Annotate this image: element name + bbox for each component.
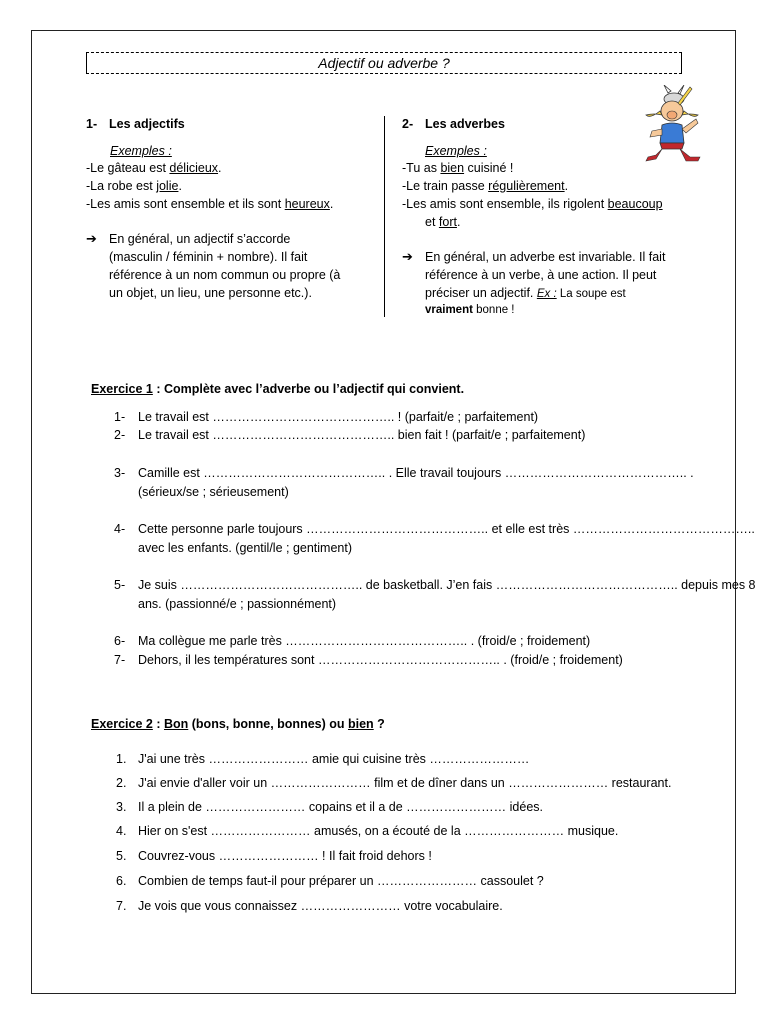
- left-rule-line-1: En général, un adjectif s’accorde: [109, 232, 291, 246]
- gaul-warrior-illustration: [638, 85, 702, 165]
- left-rule-line-3: référence à un nom commun ou propre (à: [109, 268, 341, 282]
- right-rule-4-text: bonne !: [472, 304, 515, 316]
- left-example-3: [86, 196, 333, 212]
- exercise-2-item-number: 2.: [116, 776, 127, 790]
- right-example-2-punct: .: [564, 179, 569, 193]
- right-example-3-word: beaucoup: [607, 197, 663, 211]
- right-section-number: 2-: [402, 117, 414, 131]
- right-rule-3-ex-label: Ex :: [536, 288, 557, 300]
- exercise-2-item-number: 4.: [116, 824, 127, 838]
- exercise-1-item-text: Camille est …………………………………….. . Elle travail toujours …………………………………….. .: [138, 466, 694, 480]
- left-example-1: [86, 160, 222, 176]
- right-example-1-word: bien: [440, 161, 465, 175]
- exercise-1-item-text: Cette personne parle toujours …………………………………….. et elle est très ……………………………………..: [138, 522, 755, 536]
- arrow-icon: ➔: [86, 231, 97, 246]
- exercise-1-item-text: Ma collègue me parle très …………………………………….. . (froid/e ; froidement): [138, 634, 591, 648]
- right-rule-line-3: [425, 285, 626, 302]
- left-examples-label: Exemples :: [110, 144, 172, 158]
- left-section-heading: Les adjectifs: [109, 117, 185, 131]
- exercise-2-question-mark: ?: [373, 717, 385, 731]
- right-example-3b-word: fort: [438, 215, 457, 229]
- exercise-2-item-number: 5.: [116, 849, 127, 863]
- right-example-2: [402, 178, 568, 194]
- exercise-1-item-number: 2-: [114, 428, 126, 442]
- exercise-1-item-number: 7-: [114, 653, 126, 667]
- exercise-2-bon: Bon: [163, 717, 189, 731]
- right-rule-3-text: préciser un adjectif.: [425, 286, 537, 300]
- exercise-1-item-hint: (sérieux/se ; sérieusement): [138, 485, 289, 499]
- exercise-2-item-number: 1.: [116, 752, 127, 766]
- right-rule-3-example: La soupe est: [556, 288, 626, 300]
- exercise-1-item-text: Je suis …………………………………….. de basketball. J’en fais …………………………………….. depuis mes 8: [138, 578, 756, 592]
- left-section-number: 1-: [86, 117, 98, 131]
- left-example-1-word: délicieux: [169, 161, 219, 175]
- left-example-2-word: jolie: [156, 179, 179, 193]
- right-examples-label: Exemples :: [425, 144, 487, 158]
- right-rule-4-bold-word: vraiment: [425, 304, 473, 316]
- exercise-1-heading: [91, 381, 464, 397]
- title-box: [86, 52, 682, 74]
- exercise-2-item-text: Il a plein de …………………… copains et il a de …………………… idées.: [138, 800, 543, 814]
- left-rule-line-4: un objet, un lieu, une personne etc.).: [109, 286, 312, 300]
- exercise-1-item-hint: avec les enfants. (gentil/le ; gentiment): [138, 541, 353, 555]
- right-example-2-word: régulièrement: [488, 179, 565, 193]
- left-example-3-text: -Les amis sont ensemble et ils sont: [86, 197, 285, 211]
- right-example-3b-punct: .: [456, 215, 461, 229]
- exercise-2-item-text: J'ai une très …………………… amie qui cuisine très ……………………: [138, 752, 530, 766]
- exercise-1-item-number: 6-: [114, 634, 126, 648]
- left-example-1-punct: .: [218, 161, 222, 175]
- right-rule-line-2: référence à un verbe, à une action. Il peut: [425, 268, 657, 282]
- right-example-1-punct: cuisiné !: [464, 161, 514, 175]
- page-title: Adjectif ou adverbe ?: [318, 55, 450, 71]
- exercise-2-forms: (bons, bonne, bonnes) ou: [188, 717, 348, 731]
- right-example-3-text: -Les amis sont ensemble, ils rigolent: [402, 197, 608, 211]
- right-example-2-text: -Le train passe: [402, 179, 489, 193]
- left-example-2: [86, 178, 182, 194]
- right-example-1: [402, 160, 513, 176]
- left-example-2-punct: .: [178, 179, 182, 193]
- exercise-2-item-text: Hier on s'est …………………… amusés, on a écouté de la …………………… musique.: [138, 824, 619, 838]
- exercise-2-label: Exercice 2: [91, 717, 153, 731]
- right-example-1-text: -Tu as: [402, 161, 441, 175]
- exercise-2-item-number: 6.: [116, 874, 127, 888]
- exercise-2-separator: :: [152, 717, 164, 731]
- exercise-1-item-text: Dehors, il les températures sont …………………………………….. . (froid/e ; froidement): [138, 653, 623, 667]
- exercise-1-item-number: 3-: [114, 466, 126, 480]
- right-rule-line-1: En général, un adverbe est invariable. Il fait: [425, 250, 666, 264]
- exercise-1-item-number: 5-: [114, 578, 126, 592]
- exercise-2-heading: [91, 716, 385, 732]
- exercise-1-item-text: Le travail est …………………………………….. ! (parfait/e ; parfaitement): [138, 410, 539, 424]
- exercise-2-bien: bien: [348, 717, 374, 731]
- exercise-2-item-text: Je vois que vous connaissez …………………… votre vocabulaire.: [138, 899, 503, 913]
- right-example-3-continued: [425, 214, 460, 230]
- exercise-2-item-text: Combien de temps faut-il pour préparer un …………………… cassoulet ?: [138, 874, 544, 888]
- left-rule-line-2: (masculin / féminin + nombre). Il fait: [109, 250, 308, 264]
- exercise-1-item-hint: ans. (passionné/e ; passionnément): [138, 597, 337, 611]
- left-example-1-text: -Le gâteau est: [86, 161, 170, 175]
- left-example-3-word: heureux: [284, 197, 330, 211]
- exercise-1-item-number: 4-: [114, 522, 126, 536]
- arrow-icon: ➔: [402, 249, 413, 264]
- right-example-3: [402, 196, 663, 212]
- exercise-1-label: Exercice 1: [91, 382, 153, 396]
- exercise-1-item-text: Le travail est …………………………………….. bien fait ! (parfait/e ; parfaitement): [138, 428, 586, 442]
- left-example-2-text: -La robe est: [86, 179, 157, 193]
- right-example-3b-text: et: [425, 215, 439, 229]
- exercise-1-instruction: : Complète avec l’adverbe ou l’adjectif qui convient.: [152, 382, 465, 396]
- exercise-1-item-number: 1-: [114, 410, 126, 424]
- exercise-2-item-text: J'ai envie d'aller voir un …………………… film et de dîner dans un …………………… restaurant.: [138, 776, 672, 790]
- left-example-3-punct: .: [329, 197, 334, 211]
- column-divider: [384, 116, 385, 317]
- exercise-2-item-number: 7.: [116, 899, 127, 913]
- right-section-heading: Les adverbes: [425, 117, 505, 131]
- exercise-2-item-number: 3.: [116, 800, 127, 814]
- exercise-2-item-text: Couvrez-vous …………………… ! Il fait froid dehors !: [138, 849, 432, 863]
- right-rule-line-4: [425, 302, 515, 318]
